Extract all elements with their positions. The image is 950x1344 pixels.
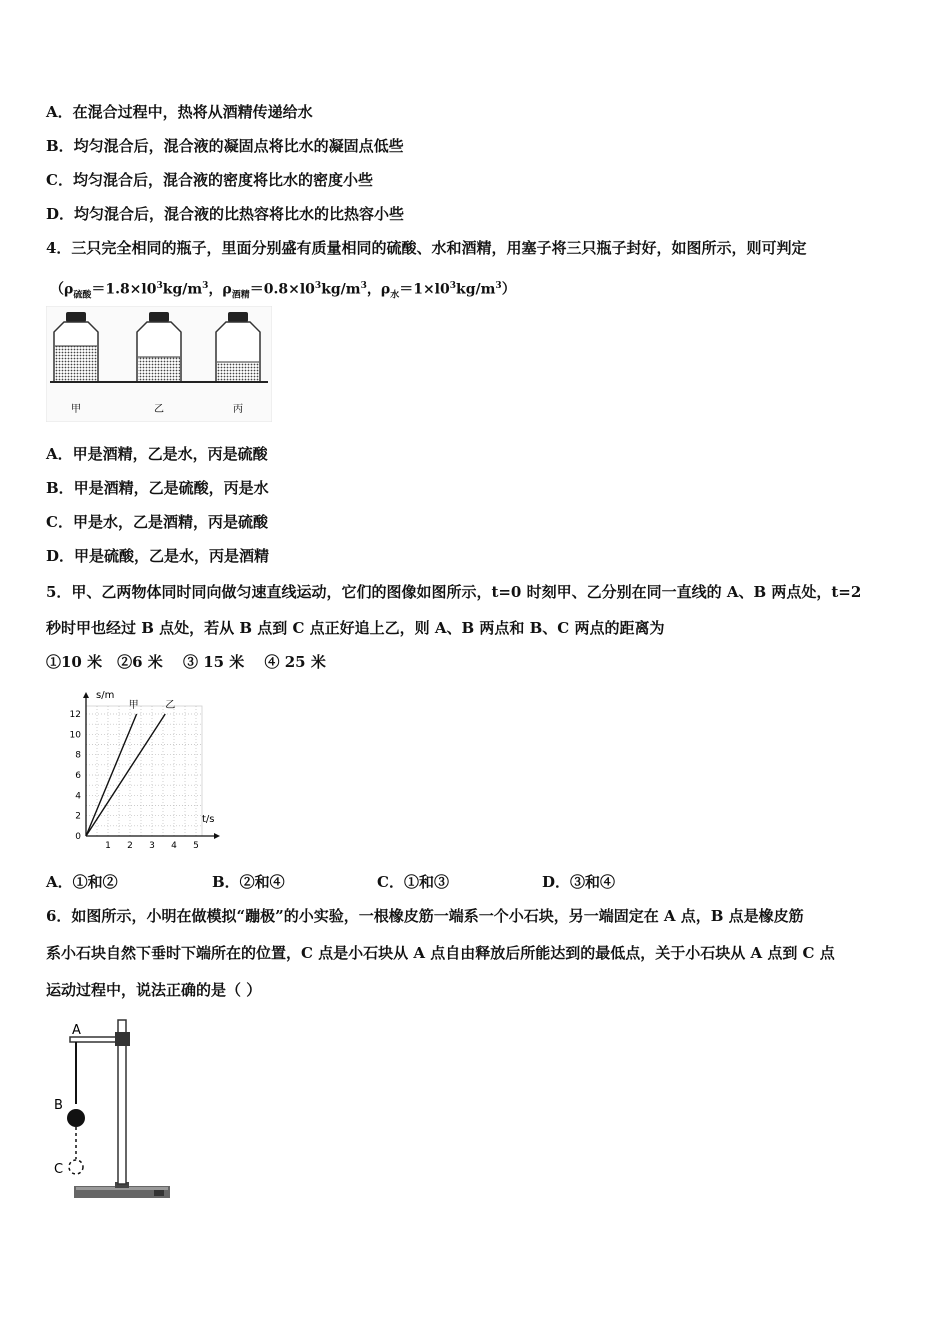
q4-stem-line1: 4．三只完全相同的瓶子，里面分别盛有质量相同的硫酸、水和酒精，用塞子将三只瓶子封好，如图所示，则可判定 [46, 239, 807, 257]
x-tick-label: 1 [105, 841, 111, 851]
bottle-label-bing: 丙 [233, 404, 243, 415]
label-a: A [72, 1023, 81, 1038]
q6-stem-line2: 系小石块自然下垂时下端所在的位置，C 点是小石块从 A 点自由释放后所能达到的最低点，关于小石块从 A 点到 C 点 [46, 944, 835, 962]
q5-option-d: D．③和④ [542, 873, 616, 891]
label-b: B [54, 1098, 63, 1113]
bottle-label-yi: 乙 [154, 404, 164, 415]
bottle-cap [66, 312, 86, 322]
q3-option-b: B．均匀混合后，混合液的凝固点将比水的凝固点低些 [46, 137, 404, 155]
bottle-cap [149, 312, 169, 322]
series-label-jia: 甲 [128, 700, 139, 711]
y-tick-label: 4 [75, 791, 81, 802]
q3-option-c: C．均匀混合后，混合液的密度将比水的密度小些 [46, 171, 373, 189]
x-tick-label: 2 [127, 841, 133, 851]
q3-option-a: A．在混合过程中，热将从酒精传递给水 [46, 103, 313, 121]
bottle-liquid [217, 362, 259, 381]
chart-xlabel: t/s [202, 814, 215, 825]
x-axis-arrow [214, 833, 220, 839]
q4-option-d: D．甲是硫酸，乙是水，丙是酒精 [46, 547, 270, 565]
y-tick-label: 6 [75, 771, 81, 781]
y-tick-label: 12 [69, 710, 81, 720]
label-c: C [54, 1162, 64, 1177]
bottle-liquid [55, 346, 97, 381]
q5-stem-line2: 秒时甲也经过 B 点处，若从 B 点到 C 点正好追上乙，则 A、B 两点和 B、C 两点的距离为 [46, 619, 665, 637]
q5-option-b: B．②和④ [212, 873, 285, 891]
bottle-cap [228, 312, 248, 322]
q4-option-b: B．甲是酒精，乙是硫酸，丙是水 [46, 479, 269, 497]
q5-choices: ①10 米 ②6 米 ③ 15 米 ④ 25 米 [46, 653, 326, 671]
chart-grid [86, 706, 202, 836]
st-chart [56, 688, 232, 852]
stand-clamp [115, 1032, 130, 1046]
q5-stem-line1: 5．甲、乙两物体同时同向做匀速直线运动，它们的图像如图所示，t=0 时刻甲、乙分别在同一直线的 A、B 两点处，t=2 [46, 583, 862, 601]
q3-option-d: D．均匀混合后，混合液的比热容将比水的比热容小些 [46, 205, 405, 223]
chart-ylabel: s/m [96, 690, 115, 701]
q6-stem-line1: 6．如图所示，小明在做模拟“蹦极”的小实验，一根橡皮筋一端系一个小石块，另一端固定在 A 点，B 点是橡皮筋 [46, 907, 804, 925]
y-tick-label: 8 [75, 750, 81, 761]
y-tick-label: 0 [75, 832, 81, 842]
q5-option-a: A．①和② [46, 873, 118, 891]
bottle-label-jia: 甲 [71, 404, 81, 415]
y-tick-label: 2 [75, 811, 81, 822]
q5-option-c: C．①和③ [377, 873, 449, 891]
q4-density-line: （$\rho_{硫酸}=1.8\times l0^3kg/m^3$，$\rho_{酒精}=0.8\times l0^3kg/m^3$，$\rho_水=1\times l0^3kg/m^3$） [50, 281, 516, 301]
q4-option-c: C．甲是水，乙是酒精，丙是硫酸 [46, 513, 268, 531]
bungee-stand-figure [50, 1014, 175, 1204]
x-tick-label: 3 [149, 841, 155, 851]
y-axis-arrow [83, 692, 89, 698]
q6-stem-line3: 运动过程中，说法正确的是（ ） [46, 981, 262, 999]
x-tick-label: 5 [193, 841, 199, 851]
y-tick-label: 10 [69, 730, 81, 741]
bottle-liquid [138, 357, 180, 381]
series-label-yi: 乙 [165, 700, 176, 711]
stone-at-c [69, 1160, 83, 1174]
stone-at-b [67, 1109, 85, 1127]
x-tick-label: 4 [171, 841, 177, 851]
q4-option-a: A．甲是酒精，乙是水，丙是硫酸 [46, 445, 268, 463]
bottles-figure [46, 306, 272, 422]
